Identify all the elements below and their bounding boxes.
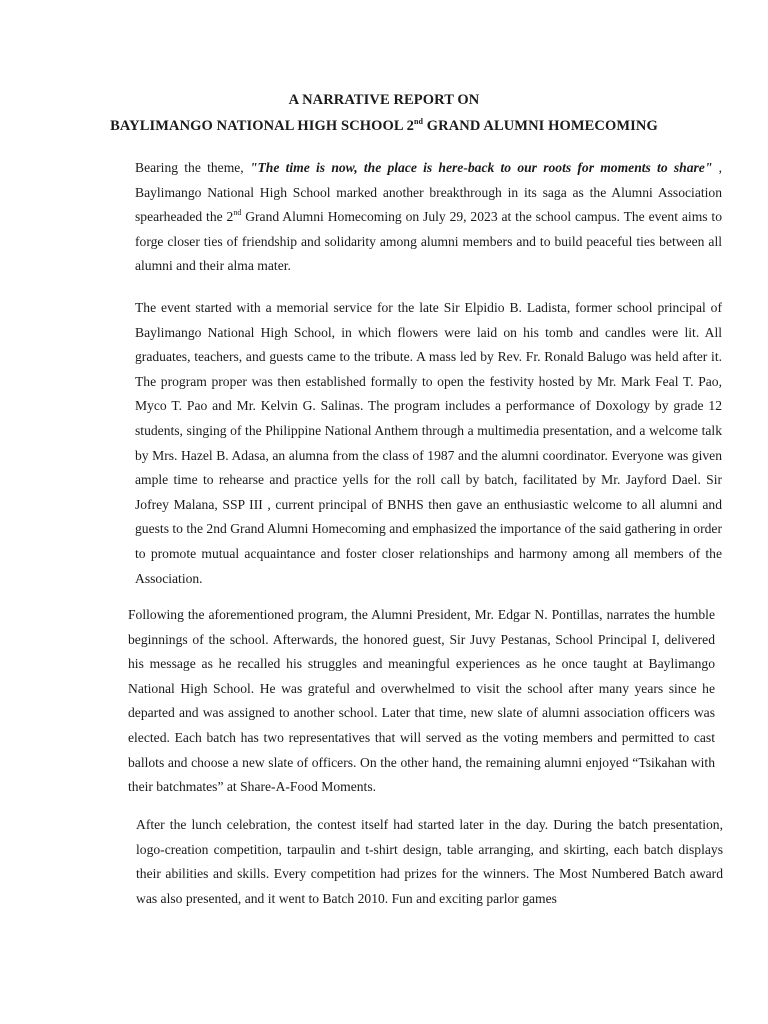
report-title-line-2 bbox=[0, 117, 768, 135]
paragraph-program: The event started with a memorial service for the late Sir Elpidio B. Ladista, former school principal of Baylimango National High School, in which flowers were laid on his tomb and candles were lit. All graduates, teachers, and guests came to the tribute. A mass led by Rev. Fr. Ronald Balugo was held after it. The program proper was then established formally to open the festivity hosted by Mr. Mark Feal T. Pao, Myco T. Pao and Mr. Kelvin G. Salinas. The program includes a performance of Doxology by grade 12 students, singing of the Philippine National Anthem through a multimedia presentation, and a welcome talk by Mrs. Hazel B. Adasa, an alumna from the class of 1987 and the alumni coordinator. Everyone was given ample time to rehearse and practice yells for the roll call by batch, facilitated by Mr. Jayford Dael. Sir Jofrey Malana, SSP III , current principal of BNHS then gave an enthusiastic welcome to all alumni and guests to the 2nd Grand Alumni Homecoming and emphasized the importance of the said gathering in order to promote mutual acquaintance and foster closer relationships and harmony among all members of the Association. bbox=[135, 300, 722, 586]
report-title-line-1: A NARRATIVE REPORT ON bbox=[288, 92, 480, 108]
title-ordinal-sup: nd bbox=[413, 117, 424, 126]
title-text-a: BAYLIMANGO NATIONAL HIGH SCHOOL 2 bbox=[110, 118, 414, 134]
intro-body-b: Grand Alumni Homecoming on July 29, 2023 at the school campus. The event aims to forge closer ties of friendship and solidarity among alumni members and to build peaceful ties between all alumni and their alma mater. bbox=[135, 209, 722, 274]
intro-ordinal-sup: nd bbox=[233, 208, 242, 218]
paragraph-contests: After the lunch celebration, the contest itself had started later in the day. During the batch presentation, logo-creation competition, tarpaulin and t-shirt design, table arranging, and skirting, each batch displays their abilities and skills. Every competition had prizes for the winners. The Most Numbered Batch award was also presented, and it went to Batch 2010. Fun and exciting parlor games bbox=[136, 817, 723, 906]
paragraph-messages: Following the aforementioned program, the Alumni President, Mr. Edgar N. Pontillas, narrates the humble beginnings of the school. Afterwards, the honored guest, Sir Juvy Pestanas, School Principal I, delivered his message as he recalled his struggles and meaningful experiences as he once taught at Baylimango National High School. He was grateful and overwhelmed to visit the school after many years since he departed and was assigned to another school. Later that time, new slate of alumni association officers was elected. Each batch has two representatives that will served as the voting members and permitted to cast ballots and choose a new slate of officers. On the other hand, the remaining alumni enjoyed “Tsikahan with their batchmates” at Share-A-Food Moments. bbox=[128, 607, 715, 795]
title-text-b: GRAND ALUMNI HOMECOMING bbox=[423, 118, 658, 134]
theme-quote: "The time is now, the place is here-back to our roots for moments to share" bbox=[249, 160, 713, 175]
intro-lead: Bearing the theme, bbox=[135, 160, 250, 175]
paragraph-intro bbox=[90, 156, 722, 279]
intro-body-a: , Baylimango National High School marked another breakthrough in its saga as the Alumni Association spearheaded the 2 bbox=[135, 160, 723, 225]
